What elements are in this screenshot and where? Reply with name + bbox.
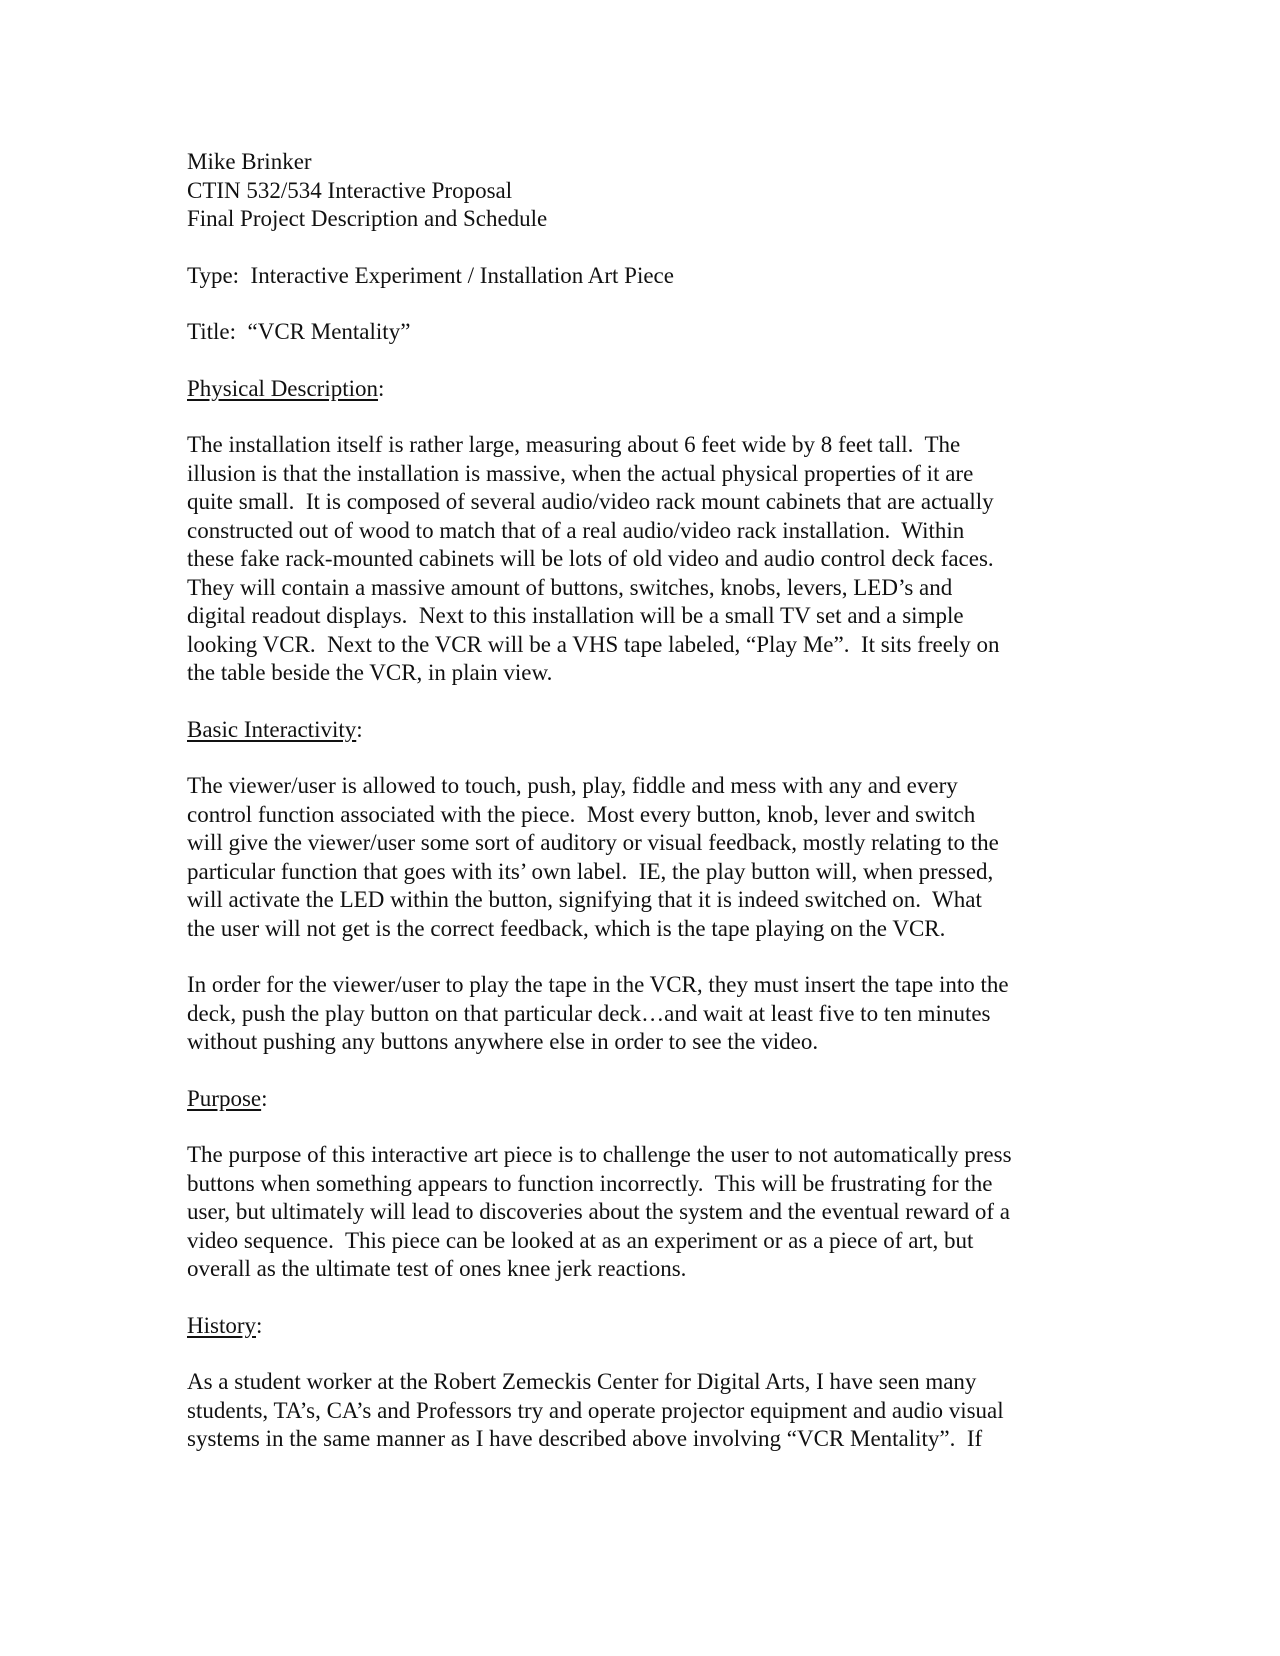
paragraph-line: control function associated with the piece. Most every button, knob, lever and switch [187,801,976,827]
paragraph [187,1368,1107,1454]
paragraph-line: will activate the LED within the button, signifying that it is indeed switched on. What [187,887,982,912]
heading-colon: : [356,716,363,742]
paragraph-line: In order for the viewer/user to play the tape in the VCR, they must insert the tape into the [187,972,1009,997]
paragraph-line: The installation itself is rather large, measuring about 6 feet wide by 8 feet tall. The [187,432,961,457]
section-heading-block [187,716,1107,745]
author-name: Mike Brinker [187,149,312,174]
section-heading [187,1085,1107,1114]
paragraph-line: illusion is that the installation is massive, when the actual physical properties of it are [187,460,974,486]
paragraph-line: video sequence. This piece can be looked at as an experiment or as a piece of art, but [187,1227,974,1253]
paragraph-line: user, but ultimately will lead to discoveries about the system and the eventual reward of a [187,1199,1011,1224]
section-heading-block [187,1312,1107,1341]
type-line: Type: Interactive Experiment / Installation Art Piece [187,262,674,288]
course-line: CTIN 532/534 Interactive Proposal [187,177,513,203]
paragraph-line: They will contain a massive amount of buttons, switches, knobs, levers, LED’s and [187,574,953,600]
paragraph-line: The purpose of this interactive art piece is to challenge the user to not automatically press [187,1142,1012,1167]
paragraph [187,971,1107,1057]
paragraph-line: will give the viewer/user some sort of auditory or visual feedback, mostly relating to the [187,830,999,855]
heading-colon: : [378,375,385,401]
paragraph-line: particular function that goes with its’ own label. IE, the play button will, when pressed, [187,858,994,884]
section-heading-block [187,375,1107,404]
heading-colon: : [256,1312,263,1338]
paragraph-line: deck, push the play button on that particular deck…and wait at least five to ten minutes [187,1000,991,1026]
paragraph-line: systems in the same manner as I have described above involving “VCR Mentality”. If [187,1426,983,1451]
section-heading [187,1312,1107,1341]
sections-container [187,375,1107,1454]
paragraph [187,431,1107,688]
paragraph [187,1141,1107,1284]
paragraph-line: digital readout displays. Next to this installation will be a small TV set and a simple [187,603,964,628]
paragraph-line: the user will not get is the correct feedback, which is the tape playing on the VCR. [187,915,946,941]
document-subtitle: Final Project Description and Schedule [187,206,548,231]
paragraph-line: The viewer/user is allowed to touch, push, play, fiddle and mess with any and every [187,773,958,798]
paragraph-line: without pushing any buttons anywhere else in order to see the video. [187,1029,819,1054]
section-heading-text: Purpose [187,1085,262,1111]
header-block [187,148,1107,234]
paragraph-line: buttons when something appears to function incorrectly. This will be frustrating for the [187,1170,993,1196]
section-heading-text: Basic Interactivity [187,716,357,742]
document-body [187,148,1107,1482]
paragraph-line: As a student worker at the Robert Zemeckis Center for Digital Arts, I have seen many [187,1369,977,1394]
section-heading-text: Physical Description [187,375,378,401]
title-block [187,318,1107,347]
section-heading-text: History [187,1312,256,1338]
paragraph-line: students, TA’s, CA’s and Professors try and operate projector equipment and audio visual [187,1397,1004,1423]
paragraph-line: these fake rack-mounted cabinets will be lots of old video and audio control deck faces. [187,546,994,571]
type-block [187,262,1107,291]
paragraph [187,772,1107,943]
paragraph-line: constructed out of wood to match that of a real audio/video rack installation. Within [187,517,965,543]
section-heading [187,716,1107,745]
paragraph-line: looking VCR. Next to the VCR will be a VHS tape labeled, “Play Me”. It sits freely on [187,631,1000,657]
title-line: Title: “VCR Mentality” [187,319,411,344]
paragraph-line: quite small. It is composed of several audio/video rack mount cabinets that are actually [187,489,994,514]
paragraph-line: the table beside the VCR, in plain view. [187,660,553,685]
section-heading-block [187,1085,1107,1114]
paragraph-line: overall as the ultimate test of ones knee jerk reactions. [187,1256,687,1281]
heading-colon: : [261,1085,268,1111]
section-heading [187,375,1107,404]
